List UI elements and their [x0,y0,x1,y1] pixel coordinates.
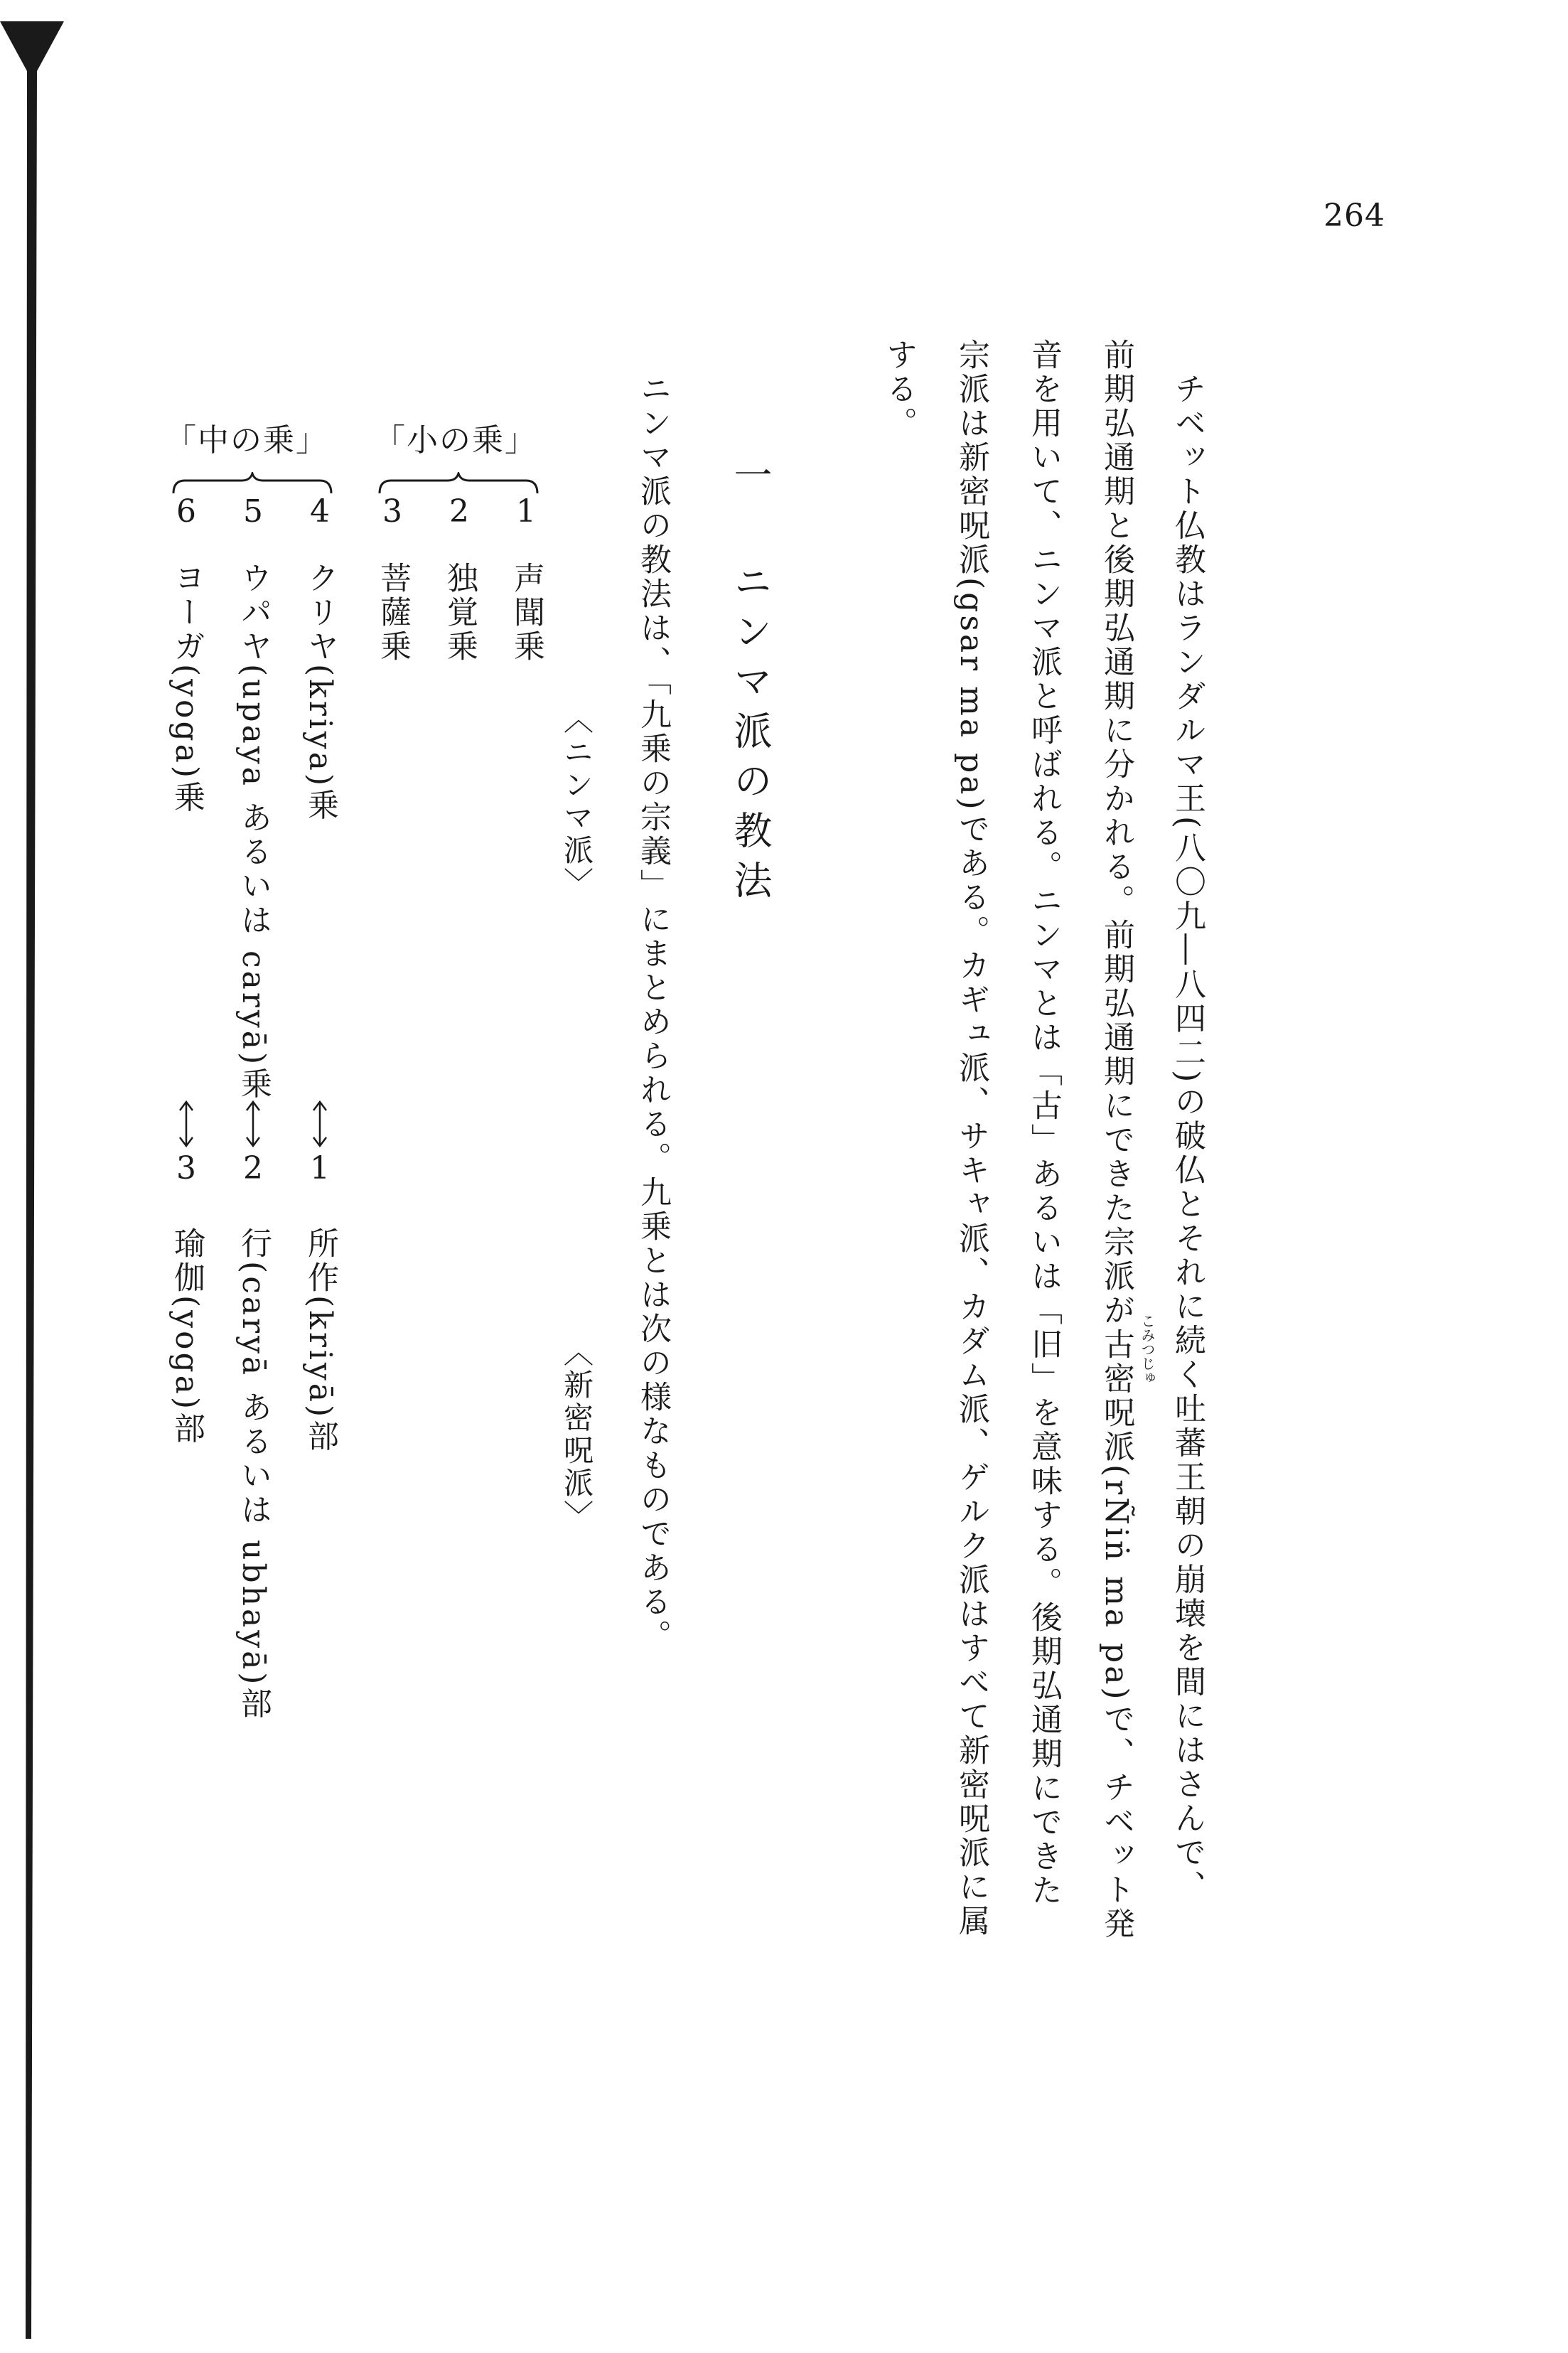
row-number-4: 4 [310,493,330,530]
brace-middle-vehicle [171,472,334,496]
section-title: ニンマ派の教法 [728,562,773,910]
vehicle-5: ウパヤ(upaya あるいは caryā)乗 [235,562,272,1102]
group-label-middle: 「中の乗」 [165,422,328,459]
tantra-class-3: 瑜伽(yoga)部 [168,1227,205,1447]
vehicle-2: 独覚乗 [441,562,478,664]
vehicle-4: クリヤ(kriya)乗 [302,562,338,823]
row-number-2: 2 [449,493,469,530]
tantra-number-1: 1 [310,1150,330,1186]
row-number-5: 5 [243,493,263,530]
group-label-small: 「小の乗」 [374,422,537,459]
double-arrow-icon [242,1099,264,1149]
section-number: 一 [728,455,773,505]
vehicle-6: ヨーガ(yoga)乗 [168,562,205,815]
binding-edge [0,21,64,2339]
row-number-3: 3 [382,493,402,530]
body-line-3: 音を用いて、ニンマ派と呼ばれる。ニンマとは「古」あるいは「旧」を意味する。後期弘通期にできた [1026,338,1062,1908]
vehicle-1: 声聞乗 [508,562,544,664]
row-number-1: 1 [516,493,536,530]
body-line-4: 宗派は新密呪派(gsar ma pa)である。カギュ派、サキャ派、カダム派、ゲルク派はすべて新密呪派に属 [953,338,989,1939]
tantra-number-3: 3 [176,1150,196,1186]
brace-small-vehicle [377,472,540,496]
double-arrow-icon [308,1099,331,1149]
double-arrow-icon [175,1099,198,1149]
tantra-class-1: 所作(kriyā)部 [302,1227,338,1454]
body-line-5: する。 [881,338,917,441]
section-intro: ニンマ派の教法は、「九乗の宗義」にまとめられる。九乗とは次の様なものである。 [635,372,671,1653]
new-tantra-header: 〈新密呪派〉 [559,1336,594,1533]
row-number-6: 6 [176,493,196,530]
vehicle-3: 菩薩乗 [375,562,411,664]
body-line-2: 前期弘通期と後期弘通期に分かれる。前期弘通期にできた宗派が古密呪派(rÑiṅ ma pa)で、チベット発 [1098,338,1134,1941]
body-line-1: チベット仏教はランダルマ王(八〇九―八四二)の破仏とそれに続く吐蕃王朝の崩壊を間にはさんで、 [1169,372,1205,1904]
nyingma-header: 〈ニンマ派〉 [559,704,594,900]
ruby-annotation: こみつじゅ [1139,1314,1156,1385]
tantra-class-2: 行(caryā あるいは ubhayā)部 [235,1227,272,1722]
tantra-number-2: 2 [243,1150,263,1186]
page-number: 264 [1323,198,1385,234]
